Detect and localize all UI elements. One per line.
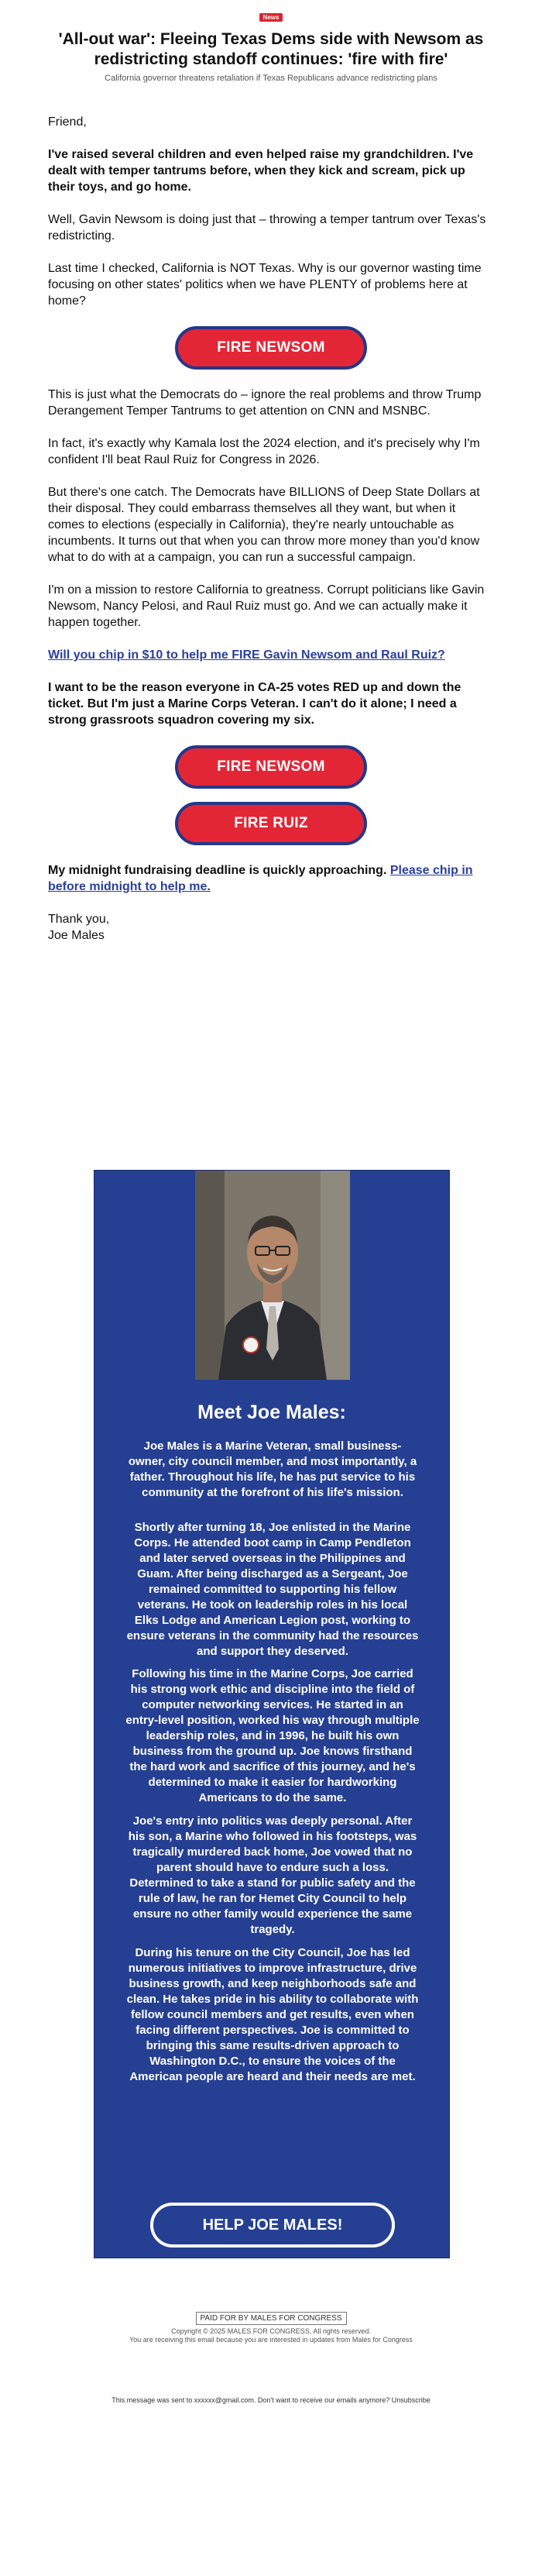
bio-paragraph-4: Joe's entry into politics was deeply personal. After his son, a Marine who followed in his footsteps, was tragically murdered back home, Joe vowed that no parent should have to endure such a loss. Determined to take a stand for public safety and the rule of law, he ran for Hemet City Council to help ensure no other family would experience the same tragedy. [128,1814,417,1936]
paragraph-1: I've raised several children and even helped raise my grandchildren. I've dealt with temper tantrums before, when they kick and scream, pick up their toys, and go home. [48,148,474,194]
receiving-text: You are receiving this email because you are interested in updates from Males for Congress [129,2336,413,2344]
paragraph-5: In fact, it's exactly why Kamala lost the 2024 election, and it's precisely why I'm confident I'll beat Raul Ruiz for Congress in 2026. [48,437,480,466]
help-joe-males-button[interactable]: HELP JOE MALES! [150,2203,395,2248]
bio-title: Meet Joe Males: [197,1401,346,1423]
copyright-text: Copyright © 2025 MALES FOR CONGRESS, All rights reserved. [171,2327,371,2335]
bio-paragraph-3: Following his time in the Marine Corps, Joe carried his strong work ethic and discipline into the field of computer networking services. He started in an entry-level position, worked his way through multiple leadership roles, and in 1996, he built his own business from the ground up. Joe knows firsthand the hard work and sacrifice of this journey, and he's determined to make it easier for hardworking Americans to do the same. [125,1667,420,1804]
paragraph-2: Well, Gavin Newsom is doing just that – throwing a temper tantrum over Texas's redistricting. [48,213,486,242]
candidate-photo [195,1171,350,1380]
paid-for-disclaimer: PAID FOR BY MALES FOR CONGRESS [196,2312,347,2325]
paragraph-3: Last time I checked, California is NOT Texas. Why is our governor wasting time focusing on other states' politics when we have PLENTY of problems here at home? [48,262,482,308]
signoff: Thank you, [48,913,110,926]
bio-box [94,1170,450,2258]
paragraph-6: But there's one catch. The Democrats have BILLIONS of Deep State Dollars at their disposal. They could embarrass themselves all they want, but when it comes to elections (especially in California), they're nearly untouchable as incumbents. It turns out that when you can throw more money than you'd know what to do with at a campaign, you can run a successful campaign. [48,486,480,564]
unsubscribe-footer: This message was sent to xxxxxx@gmail.com. Don't want to receive our emails anymore? Unsubscribe [111,2396,431,2404]
fire-newsom-button-2[interactable]: FIRE NEWSOM [175,745,367,789]
legal-footer [0,2310,542,2344]
paragraph-7: I'm on a mission to restore California to greatness. Corrupt politicians like Gavin Newsom, Nancy Pelosi, and Raul Ruiz must go. And we can actually make it happen together. [48,583,485,629]
greeting: Friend, [48,115,87,129]
signature: Joe Males [48,929,105,942]
email-body [48,114,494,944]
chip-in-link[interactable]: Will you chip in $10 to help me FIRE Gavin Newsom and Raul Ruiz? [48,648,445,662]
portrait-illustration [195,1171,350,1380]
bio-paragraph-5: During his tenure on the City Council, Joe has led numerous initiatives to improve infrastructure, drive business growth, and keep neighborhoods safe and clean. He takes pride in his ability to collaborate with fellow council members and get results, even when facing different perspectives. Joe is committed to bringing this same results-driven approach to Washington D.C., to ensure the voices of the American people are heard and their needs are met. [126,1946,419,2083]
deadline-paragraph [48,862,494,895]
donate-link-paragraph [48,647,494,663]
paragraph-4: This is just what the Democrats do – ignore the real problems and throw Trump Derangement Temper Tantrums to get attention on CNN and MSNBC. [48,388,482,418]
fire-newsom-button[interactable]: FIRE NEWSOM [175,326,367,370]
paragraph-8: I want to be the reason everyone in CA-25 votes RED up and down the ticket. But I'm just a Marine Corps Veteran. I can't do it alone; I need a strong grassroots squadron covering my six. [48,681,461,727]
button-row-1 [48,326,494,370]
button-row-2 [48,745,494,789]
bio-paragraph-2: Shortly after turning 18, Joe enlisted in the Marine Corps. He attended boot camp in Camp Pendleton and later served overseas in the Philippines and Guam. After being discharged as a Sergeant, Joe remained committed to supporting his fellow veterans. He took on leadership roles in his local Elks Lodge and American Legion post, working to ensure veterans in the community had the resources and support they deserved. [126,1521,419,1658]
subheadline: California governor threatens retaliation if Texas Republicans advance redistricting plans [105,74,437,83]
fire-ruiz-button[interactable]: FIRE RUIZ [175,802,367,845]
deadline-text: My midnight fundraising deadline is quickly approaching. [48,864,387,877]
email-header [0,0,542,83]
bio-paragraph-1: Joe Males is a Marine Veteran, small business-owner, city council member, and most importantly, a father. Throughout his life, he has put service to his community at the forefront of his life's mission. [128,1439,417,1499]
news-badge: News [259,13,283,22]
button-row-3 [48,802,494,845]
chip-in-midnight-link[interactable]: Please chip in before midnight to help me. [48,864,473,893]
headline: 'All-out war': Fleeing Texas Dems side with Newsom as redistricting standoff continues: 'fire with fire' [58,30,484,68]
